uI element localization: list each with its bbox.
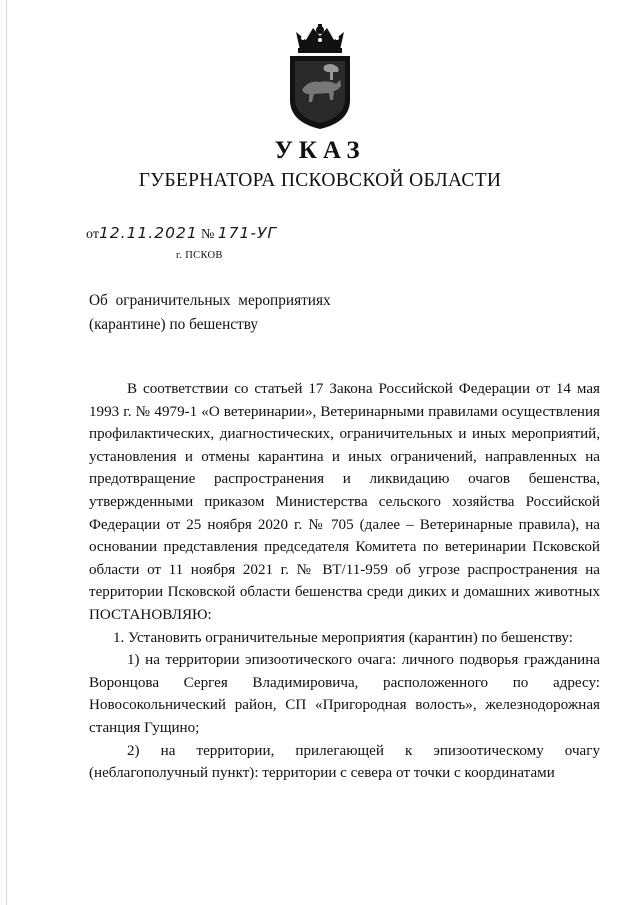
subject-line-2: (карантине) по бешенству (89, 316, 259, 333)
preamble-paragraph: В соответствии со статьей 17 Закона Российской Федерации от 14 мая 1993 г. № 4979-1 «О ветеринарии», Ветеринарными правилами осуществления профилактических, диагностических, ограничительных и иных мероприятий, установления и отмены карантина и иных ограничений, направленных на предотвращение распространения и ликвидацию очагов бешенства, утвержденными приказом Министерства сельского хозяйства Российской Федерации от 25 ноября 2020 г. № 705 (далее – Ветеринарные правила), на основании представления председателя Комитета по ветеринарии Псковской области от 11 ноября 2021 г. № ВТ/11-959 об угрозе распространения на территории Псковской области бешенства среди диких и домашних животных ПОСТАНОВЛЯЮ: (89, 381, 600, 623)
item-1-1-paragraph: 1) на территории эпизоотического очага: личного подворья гражданина Воронцова Сергея Владимировича, расположенного по адресу: Новосокольнический район, СП «Пригородная волость», железнодорожная станция Гущино; (89, 652, 600, 736)
pskov-coat-of-arms-icon (286, 24, 354, 130)
handwritten-number: 171-УГ (217, 224, 278, 242)
city-label: г. ПСКОВ (176, 250, 223, 261)
document-title: УКАЗ (274, 137, 366, 164)
scan-edge-line (6, 0, 7, 905)
date-prefix: от (86, 227, 99, 242)
date-number-line (86, 224, 298, 243)
item-1-paragraph: 1. Установить ограничительные мероприятия (карантин) по бешенству: (113, 629, 573, 646)
scan-edge-shadow (1, 0, 2, 905)
document-body (89, 378, 600, 785)
item-1-2-paragraph: 2) на территории, прилегающей к эпизоотическому очагу (неблагополучный пункт): территории с севера от точки с координатами (89, 742, 600, 782)
subject-line-1: Об ограничительных мероприятиях (89, 292, 331, 309)
number-sign: № (200, 227, 215, 242)
document-subtitle: ГУБЕРНАТОРА ПСКОВСКОЙ ОБЛАСТИ (138, 170, 502, 191)
handwritten-date: 12.11.2021 (98, 224, 198, 242)
document-subject (89, 289, 389, 337)
